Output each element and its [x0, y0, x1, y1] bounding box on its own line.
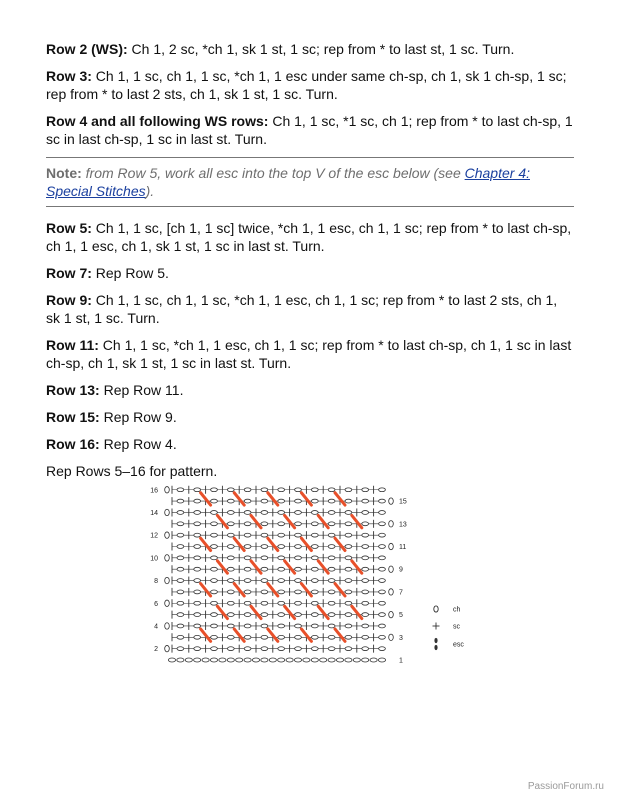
ch-symbol	[177, 488, 184, 492]
row-number-left: 4	[154, 623, 158, 631]
ch-symbol	[194, 533, 201, 537]
ch-symbol	[311, 624, 318, 628]
foundation-chain	[278, 658, 285, 662]
ch-symbol	[177, 624, 184, 628]
ch-symbol	[311, 488, 318, 492]
ch-symbol	[261, 579, 268, 583]
ch-symbol	[194, 635, 201, 639]
ch-symbol	[278, 556, 285, 560]
row-3: Row 3: Ch 1, 1 sc, ch 1, 1 sc, *ch 1, 1 esc under same ch-sp, ch 1, sk 1 ch-sp, 1 sc; rep from * to last 2 sts, ch 1, sk 1 st, 1 sc. Turn.	[46, 68, 567, 102]
ch-symbol	[379, 624, 386, 628]
turning-chain	[389, 498, 394, 504]
ch-symbol	[345, 635, 352, 639]
turning-chain	[389, 566, 394, 572]
ch-symbol	[227, 647, 234, 651]
turning-chain	[165, 532, 170, 538]
foundation-chain	[168, 658, 175, 662]
row-number-right: 5	[399, 612, 403, 620]
ch-symbol	[278, 579, 285, 583]
ch-symbol	[211, 511, 218, 515]
ch-symbol	[311, 647, 318, 651]
ch-symbol	[362, 601, 369, 605]
ch-symbol	[311, 545, 318, 549]
row-number-right: 11	[399, 544, 407, 551]
ch-symbol	[261, 647, 268, 651]
row-number-right: 3	[399, 634, 403, 642]
turning-chain	[389, 589, 394, 595]
row-16: Row 16: Rep Row 4.	[46, 436, 177, 452]
ch-symbol	[379, 635, 386, 639]
ch-symbol	[328, 556, 335, 560]
ch-symbol	[261, 488, 268, 492]
ch-symbol	[177, 533, 184, 537]
ch-symbol	[177, 511, 184, 515]
turning-chain	[389, 611, 394, 617]
foundation-chain	[362, 658, 369, 662]
row-number-left: 16	[150, 487, 158, 495]
foundation-chain	[244, 658, 251, 662]
ch-symbol	[379, 488, 386, 492]
ch-symbol	[328, 601, 335, 605]
foundation-chain	[252, 658, 259, 662]
ch-symbol	[278, 601, 285, 605]
ch-symbol	[278, 511, 285, 515]
foundation-chain	[320, 658, 327, 662]
ch-symbol	[311, 590, 318, 594]
ch-symbol	[345, 488, 352, 492]
ch-symbol	[194, 601, 201, 605]
ch-symbol	[194, 567, 201, 571]
ch-symbol	[311, 499, 318, 503]
turning-chain	[165, 555, 170, 561]
ch-symbol	[227, 556, 234, 560]
foundation-chain	[177, 658, 184, 662]
ch-symbol	[278, 545, 285, 549]
ch-symbol	[244, 545, 251, 549]
ch-symbol	[295, 590, 302, 594]
ch-symbol	[177, 635, 184, 639]
ch-symbol	[278, 567, 285, 571]
legend-label: sc	[453, 623, 460, 631]
ch-symbol	[345, 579, 352, 583]
legend-esc-symbol	[434, 645, 437, 650]
ch-symbol	[227, 545, 234, 549]
ch-symbol	[345, 545, 352, 549]
ch-symbol	[311, 556, 318, 560]
ch-symbol	[362, 511, 369, 515]
row-number-left: 10	[150, 555, 158, 563]
foundation-chain	[336, 658, 343, 662]
row-9: Row 9: Ch 1, 1 sc, ch 1, 1 sc, *ch 1, 1 esc, ch 1, 1 sc; rep from * to last 2 sts, ch 1, sk 1 st, 1 sc. Turn.	[46, 292, 558, 326]
ch-symbol	[278, 533, 285, 537]
ch-symbol	[194, 590, 201, 594]
ch-symbol	[211, 522, 218, 526]
turning-chain	[165, 623, 170, 629]
ch-symbol	[244, 601, 251, 605]
turning-chain	[389, 634, 394, 640]
ch-symbol	[328, 511, 335, 515]
ch-symbol	[177, 499, 184, 503]
ch-symbol	[244, 499, 251, 503]
ch-symbol	[328, 545, 335, 549]
ch-symbol	[328, 635, 335, 639]
ch-symbol	[311, 511, 318, 515]
ch-symbol	[295, 522, 302, 526]
foundation-chain	[328, 658, 335, 662]
foundation-chain	[294, 658, 301, 662]
ch-symbol	[379, 613, 386, 617]
ch-symbol	[278, 522, 285, 526]
turning-chain	[165, 577, 170, 583]
ch-symbol	[379, 499, 386, 503]
ch-symbol	[328, 579, 335, 583]
ch-symbol	[211, 579, 218, 583]
ch-symbol	[295, 624, 302, 628]
ch-symbol	[345, 499, 352, 503]
row-4: Row 4 and all following WS rows: Ch 1, 1 sc, *1 sc, ch 1; rep from * to last ch-sp, 1 sc in last ch-sp, 1 sc in last st. Turn.	[46, 113, 573, 147]
legend-label: esc	[453, 641, 464, 649]
ch-symbol	[261, 601, 268, 605]
foundation-chain	[353, 658, 360, 662]
ch-symbol	[362, 556, 369, 560]
ch-symbol	[295, 511, 302, 515]
turning-chain	[389, 543, 394, 549]
ch-symbol	[177, 613, 184, 617]
ch-symbol	[211, 624, 218, 628]
ch-symbol	[328, 613, 335, 617]
foundation-chain	[261, 658, 268, 662]
row-number-left: 12	[150, 532, 158, 540]
watermark: PassionForum.ru	[527, 781, 604, 792]
ch-symbol	[261, 635, 268, 639]
ch-symbol	[328, 533, 335, 537]
row-15: Row 15: Rep Row 9.	[46, 409, 177, 425]
ch-symbol	[311, 635, 318, 639]
foundation-chain	[185, 658, 192, 662]
ch-symbol	[227, 533, 234, 537]
ch-symbol	[211, 635, 218, 639]
ch-symbol	[244, 647, 251, 651]
ch-symbol	[345, 624, 352, 628]
foundation-chain	[286, 658, 293, 662]
ch-symbol	[295, 567, 302, 571]
ch-symbol	[177, 590, 184, 594]
ch-symbol	[379, 522, 386, 526]
ch-symbol	[328, 499, 335, 503]
foundation-chain	[345, 658, 352, 662]
turning-chain	[165, 487, 170, 493]
ch-symbol	[311, 613, 318, 617]
ch-symbol	[295, 601, 302, 605]
ch-symbol	[345, 647, 352, 651]
foundation-chain	[210, 658, 217, 662]
ch-symbol	[362, 545, 369, 549]
ch-symbol	[379, 601, 386, 605]
ch-symbol	[211, 601, 218, 605]
ch-symbol	[177, 556, 184, 560]
ch-symbol	[244, 624, 251, 628]
ch-symbol	[379, 579, 386, 583]
ch-symbol	[362, 624, 369, 628]
row-number-left: 14	[150, 509, 158, 517]
row-number-left: 6	[154, 600, 158, 608]
foundation-chain	[378, 658, 385, 662]
ch-symbol	[227, 590, 234, 594]
row-number-right: 15	[399, 498, 407, 506]
ch-symbol	[295, 647, 302, 651]
ch-symbol	[194, 499, 201, 503]
ch-symbol	[261, 533, 268, 537]
turning-chain	[165, 600, 170, 606]
ch-symbol	[211, 567, 218, 571]
ch-symbol	[328, 624, 335, 628]
ch-symbol	[261, 499, 268, 503]
ch-symbol	[311, 601, 318, 605]
ch-symbol	[328, 488, 335, 492]
ch-symbol	[244, 579, 251, 583]
ch-symbol	[261, 556, 268, 560]
ch-symbol	[328, 647, 335, 651]
ch-symbol	[362, 590, 369, 594]
row-number-left: 8	[154, 578, 158, 586]
ch-symbol	[311, 522, 318, 526]
ch-symbol	[244, 567, 251, 571]
foundation-chain	[303, 658, 310, 662]
special-stitches-link[interactable]: Chapter 4: Special Stitches	[46, 165, 530, 199]
ch-symbol	[345, 556, 352, 560]
ch-symbol	[345, 601, 352, 605]
row-13: Row 13: Rep Row 11.	[46, 382, 184, 398]
foundation-chain	[269, 658, 276, 662]
ch-symbol	[194, 522, 201, 526]
ch-symbol	[295, 499, 302, 503]
ch-symbol	[211, 499, 218, 503]
ch-symbol	[328, 522, 335, 526]
legend-label: ch	[453, 606, 461, 614]
ch-symbol	[362, 533, 369, 537]
ch-symbol	[345, 533, 352, 537]
row-number-right: 9	[399, 566, 403, 574]
ch-symbol	[278, 488, 285, 492]
ch-symbol	[211, 488, 218, 492]
ch-symbol	[177, 567, 184, 571]
ch-symbol	[362, 579, 369, 583]
ch-symbol	[227, 567, 234, 571]
ch-symbol	[227, 579, 234, 583]
ch-symbol	[261, 590, 268, 594]
closing-instruction: Rep Rows 5–16 for pattern.	[46, 463, 218, 479]
ch-symbol	[194, 613, 201, 617]
ch-symbol	[211, 556, 218, 560]
row-11: Row 11: Ch 1, 1 sc, *ch 1, 1 esc, ch 1, 1 sc; rep from * to last ch-sp, ch 1, 1 sc in last ch-sp, ch 1, sk 1 st, 1 sc in last st. Turn.	[46, 337, 572, 371]
ch-symbol	[362, 567, 369, 571]
ch-symbol	[227, 522, 234, 526]
ch-symbol	[295, 635, 302, 639]
foundation-chain	[370, 658, 377, 662]
note-box: Note: from Row 5, work all esc into the top V of the esc below (see Chapter 4: Special Stitches).	[46, 165, 530, 199]
foundation-chain	[236, 658, 243, 662]
ch-symbol	[379, 545, 386, 549]
ch-symbol	[345, 522, 352, 526]
ch-symbol	[177, 579, 184, 583]
ch-symbol	[244, 511, 251, 515]
foundation-chain	[202, 658, 209, 662]
row-number-left: 2	[154, 646, 158, 654]
row-number-right: 1	[399, 657, 403, 665]
ch-symbol	[379, 647, 386, 651]
row-2: Row 2 (WS): Ch 1, 2 sc, *ch 1, sk 1 st, 1 sc; rep from * to last st, 1 sc. Turn.	[46, 41, 515, 57]
ch-symbol	[244, 590, 251, 594]
ch-symbol	[345, 590, 352, 594]
ch-symbol	[295, 613, 302, 617]
ch-symbol	[177, 545, 184, 549]
ch-symbol	[194, 579, 201, 583]
ch-symbol	[261, 545, 268, 549]
ch-symbol	[379, 556, 386, 560]
ch-symbol	[244, 613, 251, 617]
ch-symbol	[345, 567, 352, 571]
ch-symbol	[227, 613, 234, 617]
ch-symbol	[362, 488, 369, 492]
foundation-chain	[227, 658, 234, 662]
ch-symbol	[278, 624, 285, 628]
ch-symbol	[211, 533, 218, 537]
ch-symbol	[362, 522, 369, 526]
ch-symbol	[261, 567, 268, 571]
ch-symbol	[194, 624, 201, 628]
turning-chain	[165, 509, 170, 515]
row-number-right: 13	[399, 521, 407, 529]
legend-esc-symbol	[434, 638, 437, 643]
ch-symbol	[278, 590, 285, 594]
ch-symbol	[295, 545, 302, 549]
ch-symbol	[311, 579, 318, 583]
ch-symbol	[227, 635, 234, 639]
ch-symbol	[379, 567, 386, 571]
foundation-chain	[311, 658, 318, 662]
ch-symbol	[311, 567, 318, 571]
ch-symbol	[295, 556, 302, 560]
ch-symbol	[194, 511, 201, 515]
ch-symbol	[244, 488, 251, 492]
ch-symbol	[194, 545, 201, 549]
ch-symbol	[345, 613, 352, 617]
foundation-chain	[194, 658, 201, 662]
ch-symbol	[261, 522, 268, 526]
ch-symbol	[211, 647, 218, 651]
ch-symbol	[362, 635, 369, 639]
ch-symbol	[328, 590, 335, 594]
ch-symbol	[295, 488, 302, 492]
ch-symbol	[278, 499, 285, 503]
ch-symbol	[244, 533, 251, 537]
ch-symbol	[278, 635, 285, 639]
ch-symbol	[227, 488, 234, 492]
ch-symbol	[211, 590, 218, 594]
ch-symbol	[278, 613, 285, 617]
ch-symbol	[211, 613, 218, 617]
ch-symbol	[194, 647, 201, 651]
ch-symbol	[328, 567, 335, 571]
legend-ch-symbol	[434, 606, 438, 612]
ch-symbol	[362, 613, 369, 617]
ch-symbol	[379, 511, 386, 515]
ch-symbol	[227, 511, 234, 515]
ch-symbol	[278, 647, 285, 651]
ch-symbol	[211, 545, 218, 549]
row-number-right: 7	[399, 589, 403, 597]
ch-symbol	[227, 624, 234, 628]
ch-symbol	[244, 556, 251, 560]
ch-symbol	[194, 556, 201, 560]
ch-symbol	[379, 533, 386, 537]
ch-symbol	[244, 635, 251, 639]
ch-symbol	[194, 488, 201, 492]
ch-symbol	[177, 522, 184, 526]
ch-symbol	[379, 590, 386, 594]
ch-symbol	[227, 601, 234, 605]
ch-symbol	[261, 613, 268, 617]
row-7: Row 7: Rep Row 5.	[46, 265, 169, 281]
ch-symbol	[244, 522, 251, 526]
foundation-chain	[219, 658, 226, 662]
ch-symbol	[177, 647, 184, 651]
ch-symbol	[362, 499, 369, 503]
ch-symbol	[295, 579, 302, 583]
ch-symbol	[362, 647, 369, 651]
turning-chain	[165, 645, 170, 651]
ch-symbol	[261, 511, 268, 515]
ch-symbol	[261, 624, 268, 628]
ch-symbol	[345, 511, 352, 515]
row-5: Row 5: Ch 1, 1 sc, [ch 1, 1 sc] twice, *ch 1, 1 esc, ch 1, 1 sc; rep from * to last ch-sp, ch 1, 1 esc, ch 1, sk 1 st, 1 sc in last st. Turn.	[46, 220, 572, 254]
ch-symbol	[311, 533, 318, 537]
ch-symbol	[295, 533, 302, 537]
ch-symbol	[227, 499, 234, 503]
ch-symbol	[177, 601, 184, 605]
turning-chain	[389, 521, 394, 527]
